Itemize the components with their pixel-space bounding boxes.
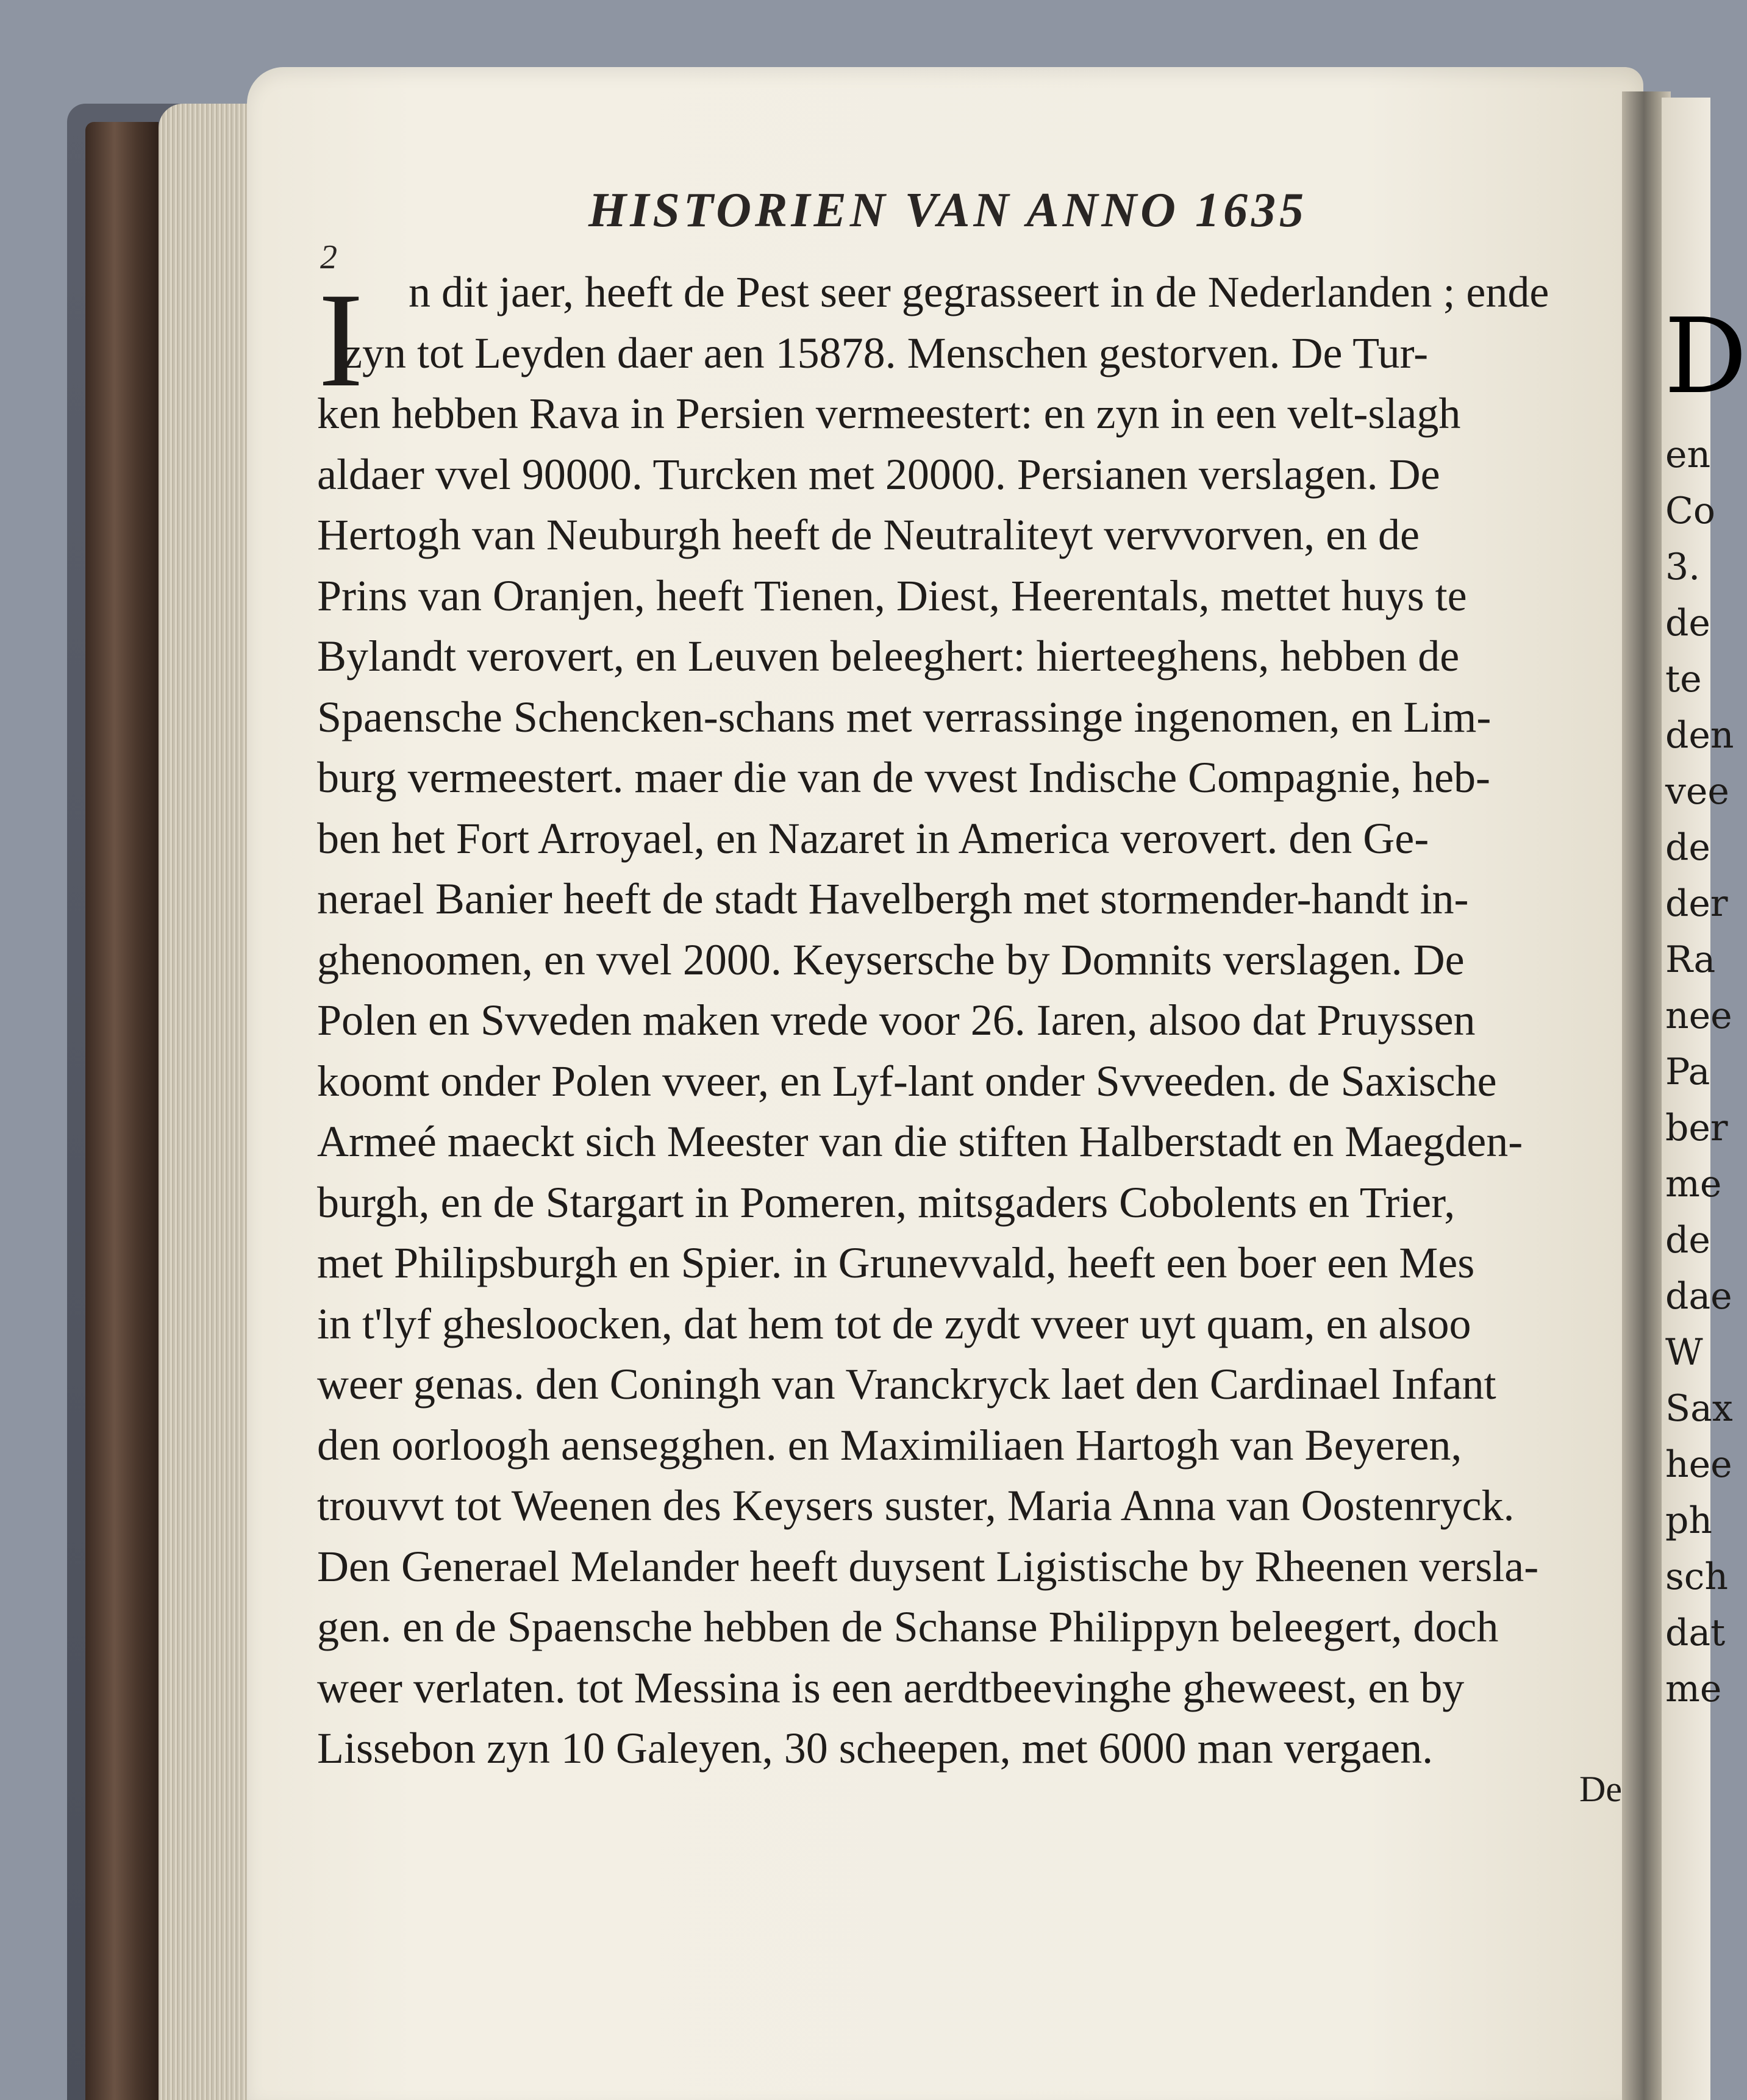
book-spine <box>85 122 159 2100</box>
facing-page-line: nee <box>1665 995 1732 1037</box>
text-line: zyn tot Leyden daer aen 15878. Menschen gestorven. De Tur- <box>343 328 1429 377</box>
text-lines <box>317 323 1622 1779</box>
facing-page <box>1662 98 1747 2100</box>
page-edges <box>159 104 256 2100</box>
text-line: gen. en de Spaensche hebben de Schanse Philippyn beleegert, doch <box>317 1602 1499 1651</box>
facing-page-line: der <box>1665 882 1728 925</box>
facing-page-line: hee <box>1665 1443 1732 1486</box>
running-head: HISTORIEN VAN ANNO 1635 <box>588 184 1307 237</box>
facing-page-line: ber <box>1665 1107 1728 1149</box>
facing-page-line: Co <box>1665 490 1716 532</box>
facing-page-line: dat <box>1665 1612 1726 1654</box>
text-line: in t'lyf ghesloocken, dat hem tot de zydt vveer uyt quam, en alsoo <box>317 1299 1471 1348</box>
text-line: Spaensche Schencken-schans met verrassinge ingenomen, en Lim- <box>317 692 1492 741</box>
text-line: den oorloogh aensegghen. en Maximiliaen Hartogh van Beyeren, <box>317 1420 1462 1470</box>
page-number: 2 <box>320 238 337 276</box>
text-line: Armeé maeckt sich Meester van die stiften Halberstadt en Maegden- <box>317 1117 1523 1166</box>
text-line: met Philipsburgh en Spier. in Grunevvald, heeft een boer een Mes <box>317 1238 1475 1287</box>
catchword: De <box>1579 1769 1622 1809</box>
text-line: weer genas. den Coningh van Vranckryck laet den Cardinael Infant <box>317 1360 1496 1409</box>
text-line: Hertogh van Neuburgh heeft de Neutraliteyt vervvorven, en de <box>317 510 1420 559</box>
facing-page-line: sch <box>1665 1555 1729 1598</box>
text-line: ghenoomen, en vvel 2000. Keysersche by Domnits verslagen. De <box>317 935 1465 984</box>
text-line: Prins van Oranjen, heeft Tienen, Diest, Heerentals, mettet huys te <box>317 571 1467 620</box>
text-line: burgh, en de Stargart in Pomeren, mitsgaders Cobolents en Trier, <box>317 1177 1456 1227</box>
text-line: nerael Banier heeft de stadt Havelbergh met stormender-handt in- <box>317 874 1469 923</box>
body-text <box>317 262 1622 1779</box>
facing-page-line: W <box>1665 1331 1703 1374</box>
text-line: ken hebben Rava in Persien vermeestert: en zyn in een velt-slagh <box>317 389 1461 438</box>
text-line: burg vermeestert. maer die van de vvest Indische Compagnie, heb- <box>317 753 1491 802</box>
facing-page-line: ph <box>1665 1499 1713 1542</box>
facing-page-line: vee <box>1665 770 1729 813</box>
facing-page-line: den <box>1665 714 1734 757</box>
facing-page-line: Ra <box>1665 938 1716 981</box>
facing-page-text <box>1662 427 1734 1717</box>
facing-page-line: me <box>1665 1163 1722 1205</box>
text-line: ben het Fort Arroyael, en Nazaret in America verovert. den Ge- <box>317 813 1429 863</box>
text-line: trouvvt tot Weenen des Keysers suster, Maria Anna van Oostenryck. <box>317 1481 1515 1530</box>
text-line: aldaer vvel 90000. Turcken met 20000. Persianen verslagen. De <box>317 449 1440 499</box>
facing-page-line: me <box>1665 1668 1722 1710</box>
facing-page-line: en <box>1665 434 1711 476</box>
facing-page-line: 3. <box>1665 546 1701 588</box>
drop-cap: I <box>318 265 363 415</box>
facing-page-line: de <box>1665 826 1710 869</box>
facing-page-line: te <box>1665 658 1702 701</box>
text-line: koomt onder Polen vveer, en Lyf-lant onder Svveeden. de Saxische <box>317 1056 1497 1105</box>
text-line: Bylandt verovert, en Leuven beleeghert: hierteeghens, hebben de <box>317 632 1460 680</box>
text-line: Lissebon zyn 10 Galeyen, 30 scheepen, met 6000 man vergaen. <box>317 1724 1434 1773</box>
text-line: weer verlaten. tot Messina is een aerdtbeevinghe gheweest, en by <box>317 1663 1465 1712</box>
facing-page-line: Pa <box>1665 1051 1710 1093</box>
facing-page-line: dae <box>1665 1275 1732 1318</box>
facing-page-line: Sax <box>1665 1387 1733 1430</box>
facing-page-line: de <box>1665 602 1710 645</box>
text-line: Polen en Svveden maken vrede voor 26. Iaren, alsoo dat Pruyssen <box>317 996 1476 1045</box>
text-line: Den Generael Melander heeft duysent Ligistische by Rheenen versla- <box>317 1541 1539 1591</box>
text-line-first: n dit jaer, heeft de Pest seer gegrasseert in de Nederlanden ; ende <box>409 268 1549 316</box>
facing-page-drop-cap: D <box>1664 296 1747 417</box>
facing-page-line: de <box>1665 1219 1710 1262</box>
